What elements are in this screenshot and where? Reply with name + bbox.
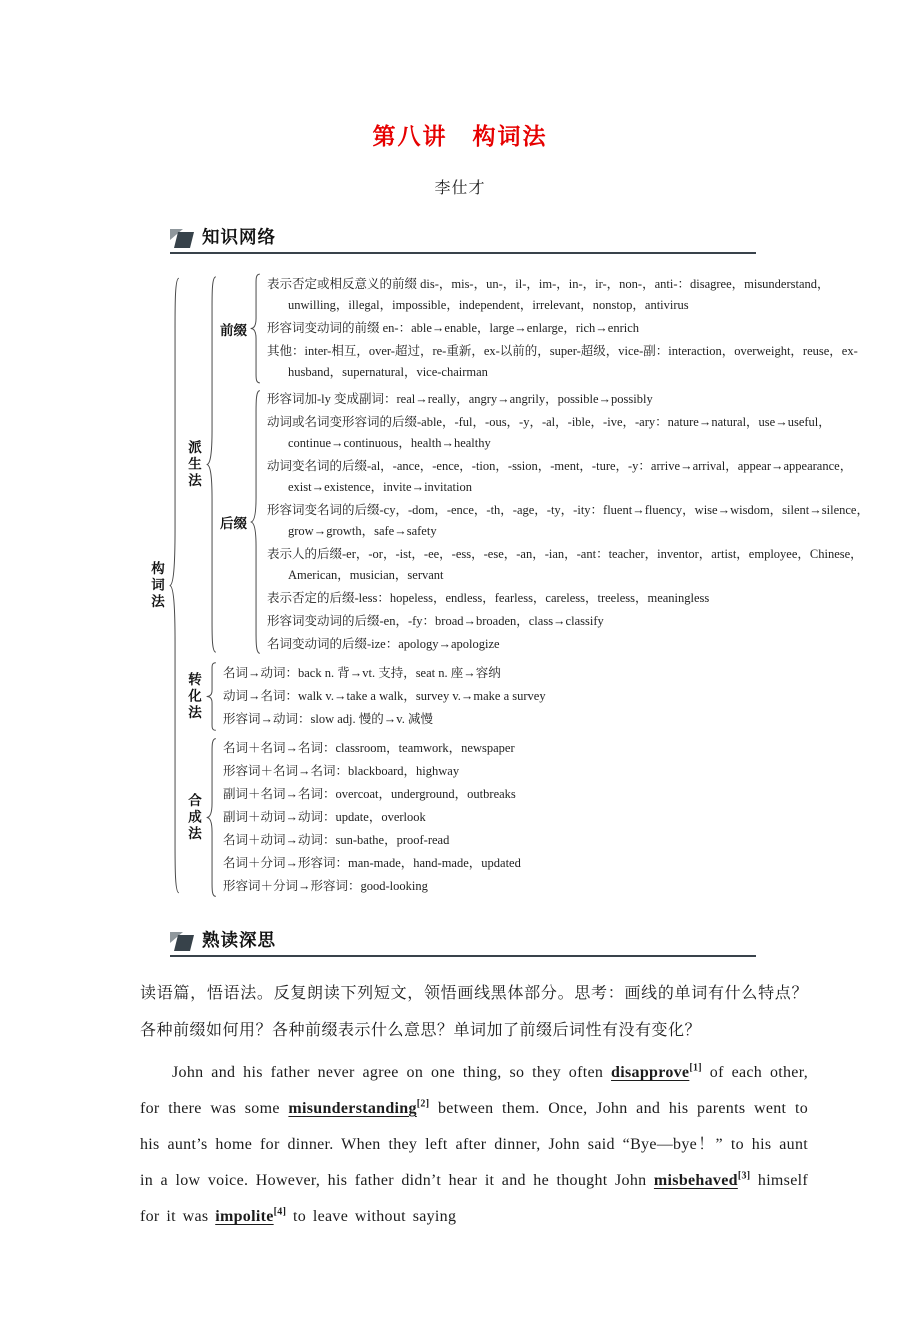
page-title: 第八讲 构词法: [372, 124, 548, 149]
tree-node: [218, 271, 885, 386]
author-name: 李仕才: [434, 180, 486, 197]
text-segment: of each other, for there was some: [140, 1064, 808, 1117]
tree-item: 形容词＋名词→名词：blackboard，highway: [223, 764, 460, 778]
tree-label: 合成法: [186, 792, 201, 843]
reading-passage: [140, 1055, 808, 1325]
section-flag-icon: [170, 932, 195, 952]
section-title-knowledge: 知识网络: [202, 227, 276, 247]
brace-bracket: [205, 737, 218, 898]
brace-bracket: [205, 662, 218, 731]
tree-items: [218, 660, 546, 733]
tree-item: 名词＋名词→名词：classroom，teamwork，newspaper: [223, 741, 515, 755]
tree-item: 名词变动词的后缀-ize：apology→apologize: [267, 637, 500, 651]
tree-label: 后缀: [220, 516, 247, 531]
tree-children: [181, 270, 885, 901]
brace-bracket: [249, 273, 262, 384]
tree-item: 表示否定或相反意义的前缀 dis-，mis-，un-，il-，im-，in-，ir-，non-，anti-：disagree，misunderstand，unwilling，illegal，impossible，independent，irrelevant，nonstop，antivirus: [267, 277, 830, 312]
footnote-ref: [1]: [689, 1062, 702, 1074]
underlined-word: impolite: [215, 1208, 274, 1225]
tree-item: 表示否定的后缀-less：hopeless，endless，fearless，careless，treeless，meaningless: [267, 591, 710, 605]
brace-bracket: [249, 388, 262, 656]
tree-label: 派生法: [186, 439, 201, 490]
underlined-word: misunderstanding: [288, 1100, 417, 1117]
underlined-word: disapprove: [611, 1064, 690, 1081]
footnote-ref: [3]: [737, 1170, 751, 1182]
brace-bracket: [168, 272, 181, 899]
section-header-knowledge: [170, 224, 756, 254]
tree-item: 表示人的后缀-er，-or，-ist，-ee，-ess，-ese，-an，-ian，-ant：teacher，inventor，artist，employee，Chinese，American，musician，servant: [267, 547, 863, 582]
tree-label: 构词法: [149, 560, 164, 611]
tree-node: [144, 270, 920, 901]
reading-section: [140, 975, 808, 1325]
tree-item: 动词或名词变形容词的后缀-able，-ful，-ous，-y，-al，-ible，-ive，-ary：nature→natural，use→useful，continue→continuous，health→healthy: [267, 415, 831, 450]
tree-node: [181, 660, 885, 733]
word-formation-tree: [144, 270, 920, 901]
footnote-ref: [2]: [416, 1098, 430, 1110]
tree-item: 动词变名词的后缀-al，-ance，-ence，-tion，-ssion，-ment，-ture，-y：arrive→arrival，appear→appearance，exist→existence，invite→invitation: [267, 459, 853, 494]
tree-items: [218, 735, 521, 900]
tree-item: 形容词变名词的后缀-cy，-dom，-ence，-th，-age，-ty，-ity：fluent→fluency，wise→wisdom，silent→silence，grow→growth，safe→safety: [267, 503, 869, 538]
tree-node: [181, 735, 885, 900]
section-flag-icon: [170, 229, 195, 249]
section-header-reading: [170, 927, 756, 957]
brace-bracket: [205, 273, 218, 656]
tree-item: 形容词→动词：slow adj. 慢的→v. 减慢: [223, 712, 433, 726]
reading-intro: 读语篇，悟语法。反复朗读下列短文，领悟画线黑体部分。思考：画线的单词有什么特点？各种前缀如何用？各种前缀表示什么意思？单词加了前缀后词性有没有变化？: [140, 985, 808, 1039]
tree-item: 副词＋名词→名词：overcoat，underground，outbreaks: [223, 787, 516, 801]
footnote-ref: [4]: [273, 1206, 287, 1218]
tree-children: [218, 271, 885, 658]
tree-node: [218, 386, 885, 658]
underlined-word: misbehaved: [653, 1172, 738, 1189]
text-segment: John and his father never agree on one thing, so they often: [172, 1064, 612, 1081]
tree-item: 形容词加-ly 变成副词：real→really，angry→angrily，possible→possibly: [267, 392, 653, 406]
tree-item: 名词→动词：back n. 背→vt. 支持，seat n. 座→容纳: [223, 666, 501, 680]
section-title-reading: 熟读深思: [202, 930, 276, 950]
text-segment: to leave without saying: [286, 1208, 457, 1225]
tree-label: 转化法: [186, 671, 201, 722]
tree-item: 副词＋动词→动词：update，overlook: [223, 810, 426, 824]
tree-node: [181, 271, 885, 658]
tree-item: 形容词变动词的后缀-en，-fy：broad→broaden，class→classify: [267, 614, 604, 628]
tree-items: [262, 386, 885, 658]
tree-items: [262, 271, 885, 386]
tree-label: 前缀: [220, 322, 247, 338]
tree-item: 动词→名词：walk v.→take a walk，survey v.→make a survey: [223, 689, 546, 703]
text-segment: between them. Once, John and his parents went to his aunt’s home for dinner. When they left after dinner, John said “Bye—bye！” to his aunt in a low voice. However, his father didn’t hear it and he thought John: [140, 1100, 808, 1189]
tree-item: 名词＋动词→动词：sun-bathe，proof-read: [223, 833, 450, 847]
tree-item: 其他：inter-相互，over-超过，re-重新，ex-以前的，super-超级，vice-副：interaction，overweight，reuse，ex-husband，supernatural，vice-chairman: [267, 344, 858, 379]
tree-item: 形容词变动词的前缀 en-：able→enable，large→enlarge，rich→enrich: [267, 321, 639, 335]
text-segment: himself for it was: [140, 1172, 808, 1225]
tree-item: 名词＋分词→形容词：man-made，hand-made，updated: [223, 856, 521, 870]
tree-item: 形容词＋分词→形容词：good-looking: [223, 879, 428, 893]
